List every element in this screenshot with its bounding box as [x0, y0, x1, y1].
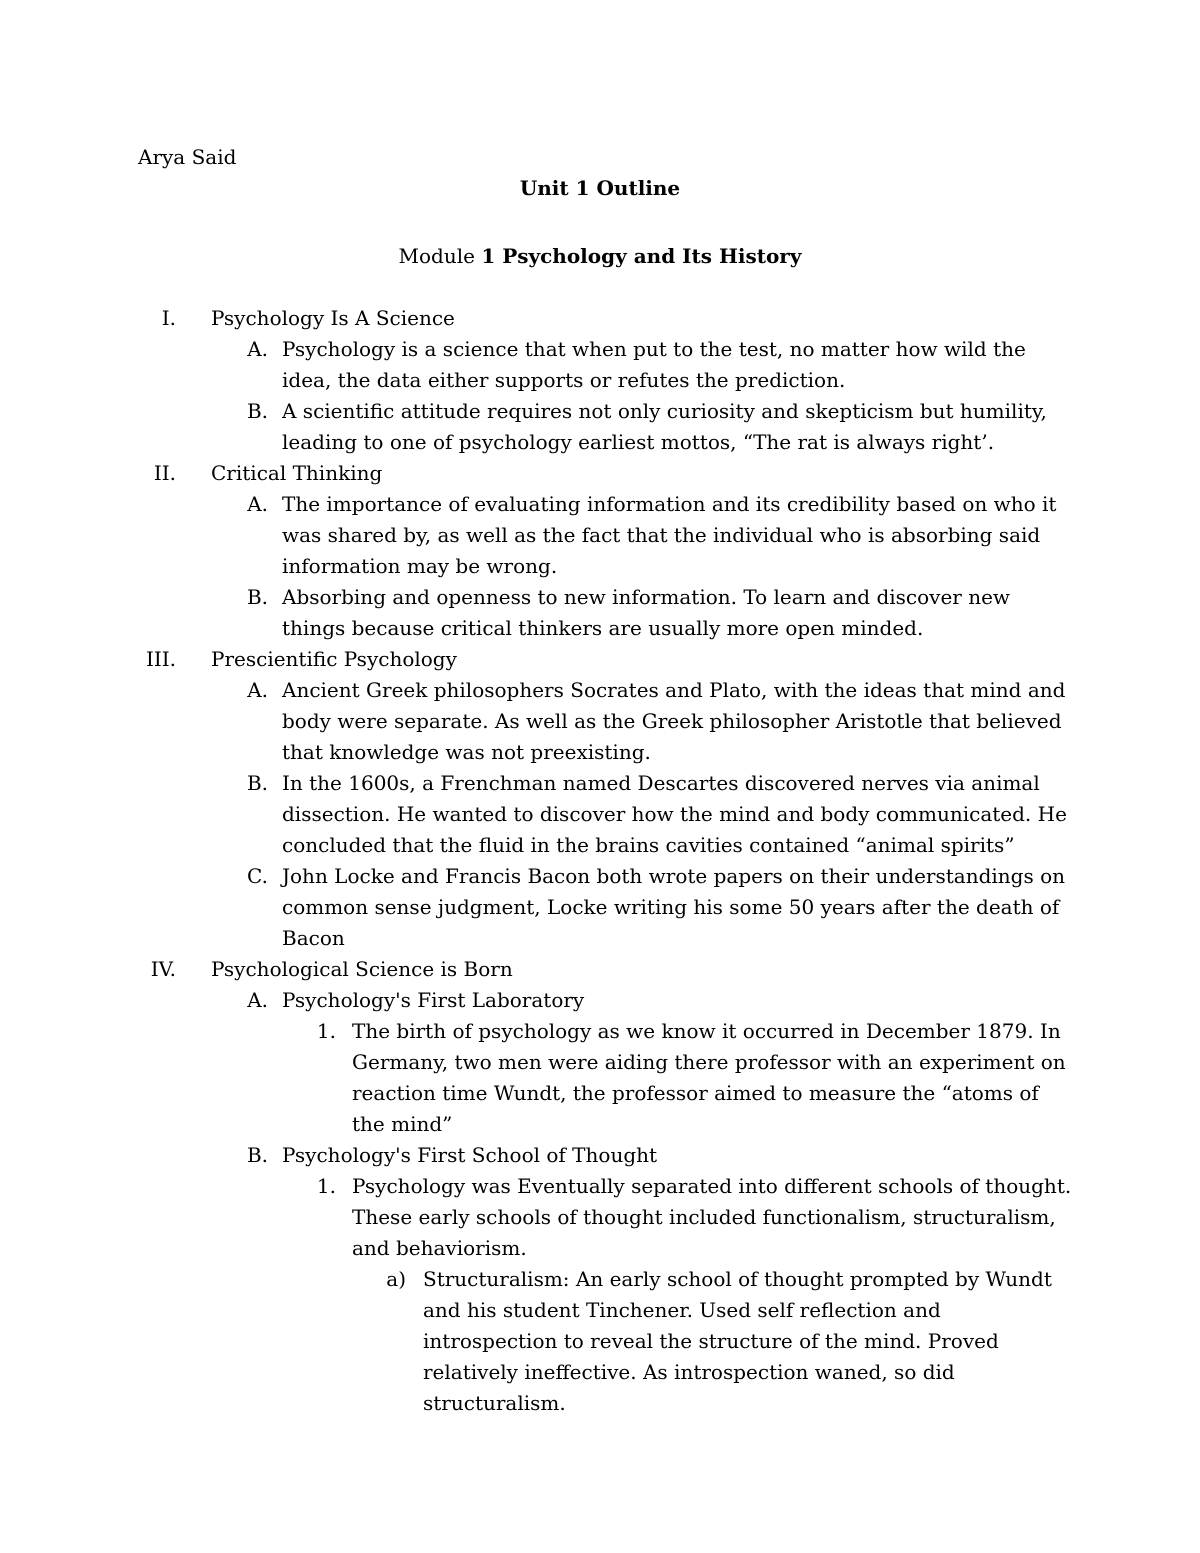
outline-text: Psychology is a science that when put to the test, no matter how wild the idea, the data either supports or refutes the prediction. — [282, 337, 1026, 392]
outline-text: A scientific attitude requires not only curiosity and skepticism but humility, leading to one of psychology earliest mottos, “The rat is always right’. — [282, 399, 1047, 454]
outline-marker: A. — [247, 678, 268, 702]
outline-marker: C. — [247, 864, 268, 888]
outline-item-level-1 — [0, 458, 1200, 489]
outline-text: Psychology was Eventually separated into different schools of thought. These early schools of thought included functionalism, structuralism, and behaviorism. — [352, 1174, 1072, 1260]
outline-marker: IV. — [150, 957, 176, 981]
outline-item-level-1 — [0, 303, 1200, 334]
module-title — [0, 241, 1200, 272]
outline-item-level-2 — [0, 768, 1200, 861]
outline-marker: 1. — [316, 1019, 336, 1043]
outline-item-level-2 — [0, 1140, 1200, 1171]
outline-marker: A. — [247, 988, 268, 1012]
outline-marker: III. — [145, 647, 176, 671]
outline-text: John Locke and Francis Bacon both wrote papers on their understandings on common sense judgment, Locke writing his some 50 years after the death of Bacon — [282, 864, 1065, 950]
outline-marker: a) — [386, 1267, 406, 1291]
outline-item-level-3 — [0, 1016, 1200, 1140]
unit-title: Unit 1 Outline — [519, 176, 681, 200]
outline-text: Ancient Greek philosophers Socrates and Plato, with the ideas that mind and body were separate. As well as the Greek philosopher Aristotle that believed that knowledge was not preexisting. — [282, 678, 1066, 764]
outline-item-level-2 — [0, 675, 1200, 768]
outline-text: The importance of evaluating information and its credibility based on who it was shared by, as well as the fact that the individual who is absorbing said information may be wrong. — [282, 492, 1057, 578]
outline-item-level-1 — [0, 644, 1200, 675]
outline-item-level-2 — [0, 334, 1200, 396]
outline-marker: A. — [247, 337, 268, 361]
outline-item-level-2 — [0, 985, 1200, 1016]
outline-text: Structuralism: An early school of thought prompted by Wundt and his student Tinchener. Used self reflection and introspection to reveal the structure of the mind. Proved relatively ineffective. As introspection waned, so did structuralism. — [423, 1267, 1052, 1415]
outline-text: In the 1600s, a Frenchman named Descartes discovered nerves via animal dissection. He wanted to discover how the mind and body communicated. He concluded that the fluid in the brains cavities contained “animal spirits” — [282, 771, 1067, 857]
outline-marker: 1. — [316, 1174, 336, 1198]
outline-marker: B. — [246, 1143, 268, 1167]
module-name: 1 Psychology and Its History — [481, 244, 802, 268]
outline-item-level-2 — [0, 861, 1200, 954]
outline-marker: A. — [247, 492, 268, 516]
outline-text: Psychology's First School of Thought — [282, 1143, 658, 1167]
outline-marker: B. — [246, 585, 268, 609]
outline-marker: II. — [153, 461, 176, 485]
outline-list — [0, 303, 1200, 1419]
outline-item-level-4 — [0, 1264, 1200, 1419]
outline-text: Prescientific Psychology — [211, 647, 457, 671]
author-name: Arya Said — [138, 145, 237, 169]
outline-text: Psychology's First Laboratory — [282, 988, 585, 1012]
outline-item-level-2 — [0, 396, 1200, 458]
module-prefix: Module — [398, 244, 482, 268]
outline-item-level-1 — [0, 954, 1200, 985]
outline-marker: B. — [246, 399, 268, 423]
outline-text: Psychology Is A Science — [211, 306, 455, 330]
outline-text: Absorbing and openness to new information. To learn and discover new things because critical thinkers are usually more open minded. — [282, 585, 1011, 640]
outline-text: Critical Thinking — [211, 461, 383, 485]
outline-item-level-3 — [0, 1171, 1200, 1264]
outline-marker: I. — [161, 306, 176, 330]
outline-text: The birth of psychology as we know it occurred in December 1879. In Germany, two men were aiding there professor with an experiment on reaction time Wundt, the professor aimed to measure the “atoms of the mind” — [352, 1019, 1066, 1136]
outline-text: Psychological Science is Born — [211, 957, 513, 981]
outline-item-level-2 — [0, 582, 1200, 644]
outline-item-level-2 — [0, 489, 1200, 582]
outline-marker: B. — [246, 771, 268, 795]
